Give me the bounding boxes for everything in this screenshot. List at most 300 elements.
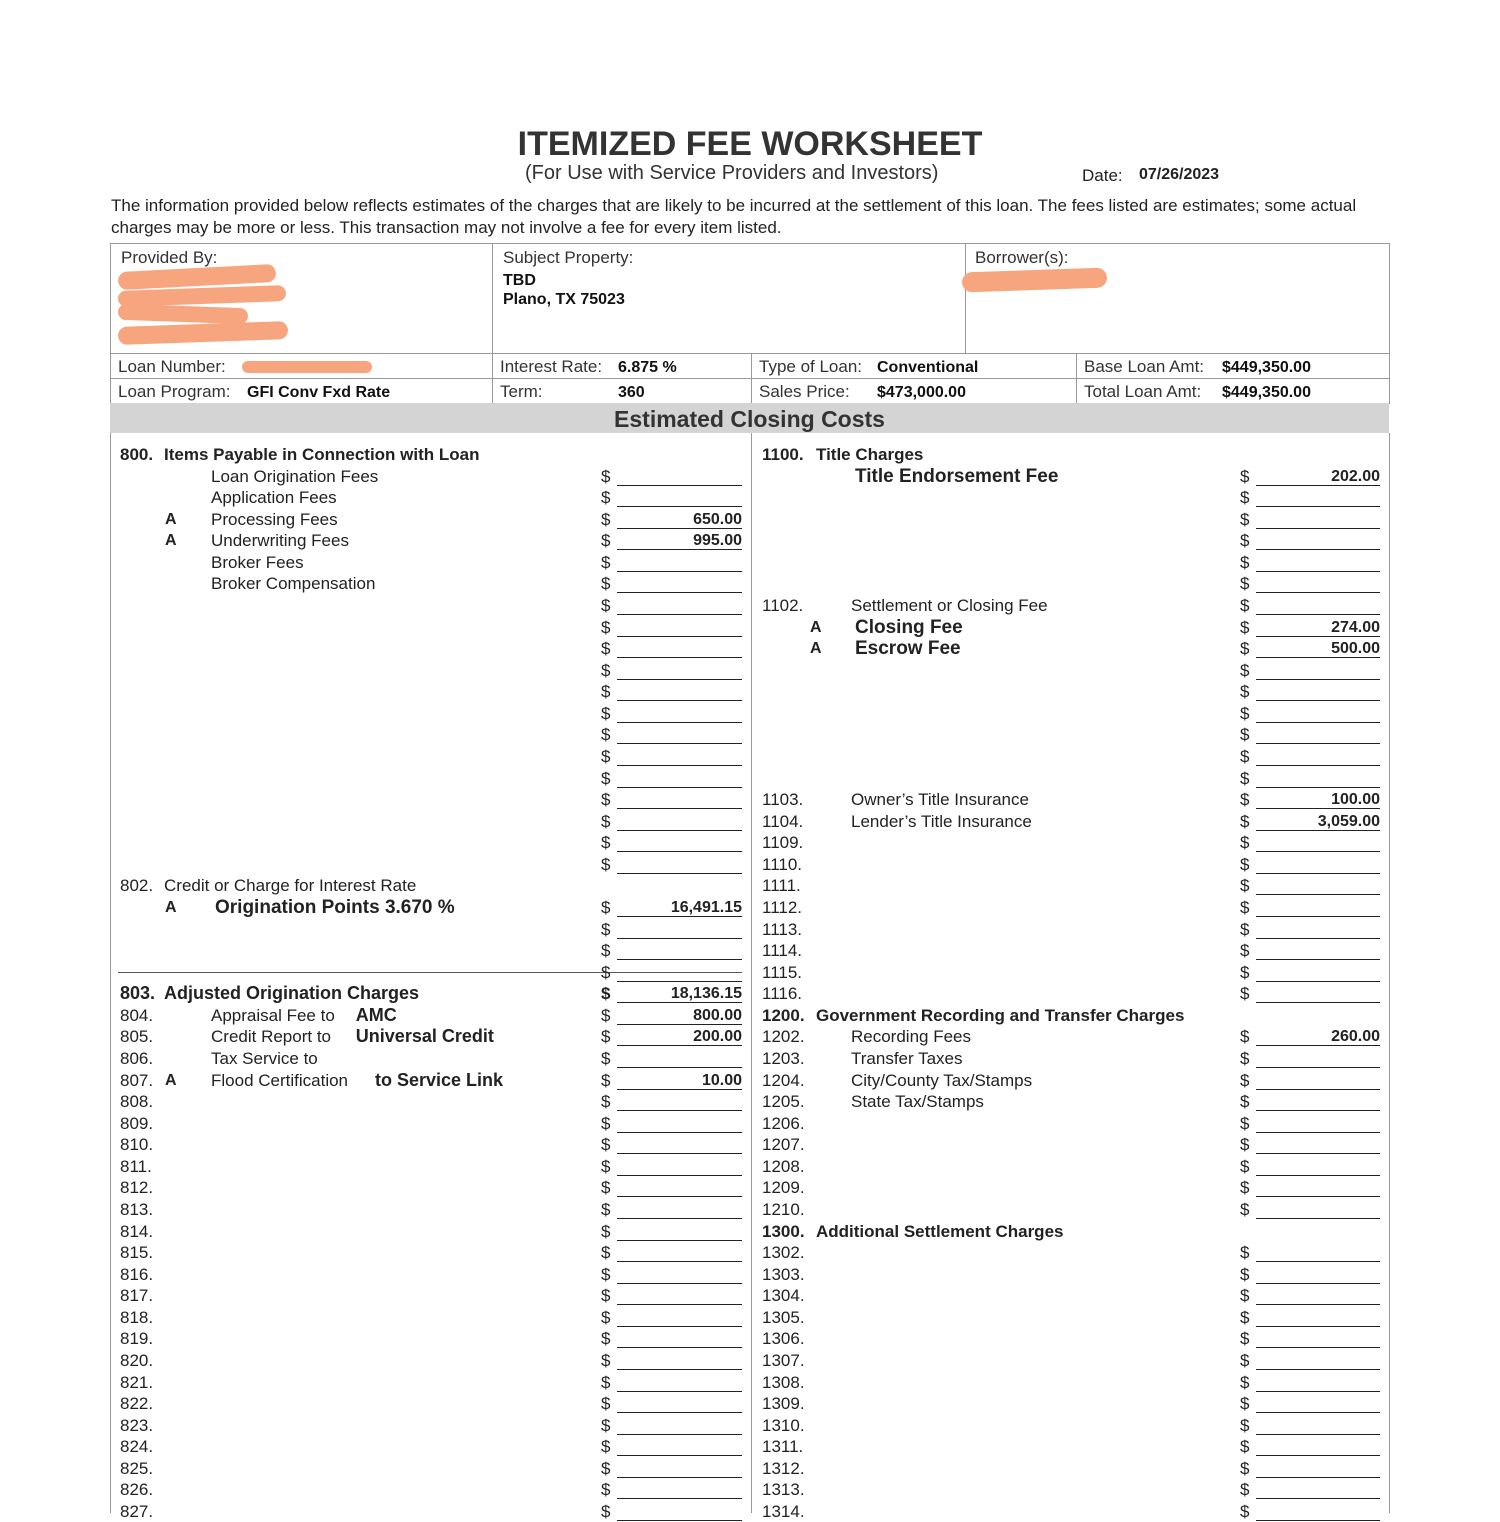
- line-number: 823.: [120, 1415, 154, 1435]
- fee-amount[interactable]: 18,136.15: [670, 985, 742, 1003]
- fee-row: [0, 638, 1500, 659]
- divider: [751, 353, 752, 403]
- sales-price-label: Sales Price:: [759, 382, 850, 401]
- dollar-sign: $: [1240, 574, 1250, 594]
- fee-amount[interactable]: 16,491.15: [670, 898, 742, 916]
- dollar-sign: $: [1240, 703, 1250, 723]
- fee-amount-empty[interactable]: [1256, 1264, 1380, 1284]
- dollar-sign: $: [601, 941, 611, 961]
- fee-row: [0, 854, 1500, 875]
- line-number: 815.: [120, 1243, 154, 1263]
- dollar-sign: $: [601, 1329, 611, 1349]
- fee-row: [0, 1026, 1500, 1047]
- fee-amount[interactable]: 202.00: [1331, 467, 1380, 485]
- dollar-sign: $: [601, 531, 611, 551]
- dollar-sign: $: [601, 1048, 611, 1068]
- fee-row: [0, 1501, 1500, 1522]
- line-number: 818.: [120, 1307, 154, 1327]
- dollar-sign: $: [1240, 1156, 1250, 1176]
- dollar-sign: $: [601, 768, 611, 788]
- dollar-sign: $: [1240, 1070, 1250, 1090]
- dollar-sign: $: [601, 1372, 611, 1392]
- dollar-sign: $: [1240, 531, 1250, 551]
- fee-amount-empty[interactable]: [1256, 1199, 1380, 1219]
- fee-row: [0, 1242, 1500, 1263]
- dollar-sign: $: [1240, 1199, 1250, 1219]
- dollar-sign: $: [1240, 984, 1250, 1004]
- dollar-sign: $: [1240, 1307, 1250, 1327]
- fee-row: [0, 617, 1500, 638]
- line-number: 1114.: [762, 941, 803, 961]
- fee-amount-empty[interactable]: [1256, 1285, 1380, 1305]
- total-loan-value: $449,350.00: [1222, 384, 1311, 401]
- fee-row: [0, 1436, 1500, 1457]
- fee-row: [0, 962, 1500, 983]
- fee-amount-empty[interactable]: [1256, 1156, 1380, 1176]
- fee-row: [0, 1372, 1500, 1393]
- fee-label: Credit or Charge for Interest Rate: [164, 876, 417, 896]
- line-number: 821.: [120, 1372, 154, 1392]
- dollar-sign: $: [601, 682, 611, 702]
- divider: [110, 353, 1390, 354]
- subject-property-line2: Plano, TX 75023: [503, 291, 625, 308]
- fee-label: Credit Report to: [211, 1027, 331, 1047]
- fee-amount-empty[interactable]: [1256, 724, 1380, 744]
- dollar-sign: $: [1240, 1286, 1250, 1306]
- line-number: 1116.: [762, 984, 803, 1004]
- dollar-sign: $: [601, 552, 611, 572]
- fee-amount[interactable]: 274.00: [1331, 618, 1380, 636]
- fee-amount-empty[interactable]: [1256, 530, 1380, 550]
- loan-type-label: Type of Loan:: [759, 357, 863, 376]
- section-heading: Title Charges: [816, 445, 924, 464]
- status-marker: A: [810, 618, 822, 636]
- line-number: 1100.: [762, 445, 804, 464]
- dollar-sign: $: [1240, 639, 1250, 659]
- loan-info-box: [110, 243, 1390, 404]
- line-number: 1207.: [762, 1135, 805, 1155]
- fee-row: [0, 1070, 1500, 1091]
- fee-amount[interactable]: 200.00: [693, 1028, 742, 1046]
- fee-row: [0, 444, 1500, 465]
- fee-amount-empty[interactable]: [1256, 746, 1380, 766]
- dollar-sign: $: [601, 725, 611, 745]
- line-number: 1104.: [762, 811, 804, 831]
- status-marker: A: [165, 532, 177, 550]
- section-heading: Government Recording and Transfer Charges: [816, 1005, 1185, 1025]
- fee-row: [0, 919, 1500, 940]
- fee-label: State Tax/Stamps: [851, 1092, 984, 1112]
- fee-amount-empty[interactable]: [1256, 1328, 1380, 1348]
- dollar-sign: $: [1240, 1415, 1250, 1435]
- fee-label: Loan Origination Fees: [211, 466, 379, 486]
- fee-row: [0, 1307, 1500, 1328]
- provided-by-label: Provided By:: [121, 248, 218, 267]
- line-number: 811.: [120, 1156, 152, 1176]
- dollar-sign: $: [601, 1458, 611, 1478]
- fee-row: [0, 897, 1500, 918]
- fee-amount-empty[interactable]: [1256, 1134, 1380, 1154]
- line-number: 1208.: [762, 1156, 805, 1176]
- fee-row: [0, 1177, 1500, 1198]
- dollar-sign: $: [601, 1307, 611, 1327]
- dollar-sign: $: [1240, 682, 1250, 702]
- fee-amount[interactable]: 10.00: [701, 1071, 742, 1089]
- fee-label: Owner’s Title Insurance: [851, 790, 1029, 810]
- base-loan-label: Base Loan Amt:: [1084, 357, 1205, 376]
- fee-amount-empty[interactable]: [1256, 832, 1380, 852]
- fee-row: [0, 940, 1500, 961]
- dollar-sign: $: [1240, 617, 1250, 637]
- total-loan-label: Total Loan Amt:: [1084, 382, 1202, 401]
- dollar-sign: $: [1240, 466, 1250, 486]
- line-number: 1206.: [762, 1113, 805, 1133]
- dollar-sign: $: [1240, 1027, 1250, 1047]
- fee-label: Broker Compensation: [211, 574, 376, 594]
- fee-row: [0, 530, 1500, 551]
- dollar-sign: $: [1240, 1092, 1250, 1112]
- fee-amount-empty[interactable]: [1256, 1307, 1380, 1327]
- line-number: 814.: [120, 1221, 154, 1241]
- dollar-sign: $: [1240, 1372, 1250, 1392]
- line-number: 1314.: [762, 1501, 805, 1521]
- dollar-sign: $: [601, 639, 611, 659]
- fee-amount-empty[interactable]: [1256, 1393, 1380, 1413]
- fee-amount-empty[interactable]: [1256, 660, 1380, 680]
- line-number: 1200.: [762, 1005, 805, 1025]
- fee-amount-empty[interactable]: [1256, 1113, 1380, 1133]
- fee-label: City/County Tax/Stamps: [851, 1070, 1033, 1090]
- dollar-sign: $: [601, 595, 611, 615]
- fee-amount-empty[interactable]: [1256, 681, 1380, 701]
- fee-label: Appraisal Fee to: [211, 1005, 335, 1025]
- line-number: 1203.: [762, 1048, 805, 1068]
- fee-row: [0, 983, 1500, 1004]
- fee-amount[interactable]: 800.00: [693, 1006, 742, 1024]
- dollar-sign: $: [1240, 768, 1250, 788]
- fee-amount-empty[interactable]: [1256, 1350, 1380, 1370]
- line-number: 1205.: [762, 1092, 805, 1112]
- line-number: 804.: [120, 1005, 154, 1025]
- fee-row: [0, 509, 1500, 530]
- fee-amount-empty[interactable]: [1256, 919, 1380, 939]
- dollar-sign: $: [1240, 919, 1250, 939]
- fee-amount[interactable]: 995.00: [693, 532, 742, 550]
- dollar-sign: $: [1240, 962, 1250, 982]
- fee-label: Lender’s Title Insurance: [851, 811, 1032, 831]
- dollar-sign: $: [1240, 1350, 1250, 1370]
- line-number: 820.: [120, 1350, 154, 1370]
- loan-number-label: Loan Number:: [118, 357, 226, 376]
- fee-amount-empty[interactable]: [1256, 962, 1380, 982]
- divider: [110, 378, 1390, 379]
- dollar-sign: $: [601, 1027, 611, 1047]
- fee-amount[interactable]: 100.00: [1331, 791, 1380, 809]
- section-heading: Additional Settlement Charges: [816, 1221, 1064, 1241]
- fee-row: [0, 660, 1500, 681]
- dollar-sign: $: [1240, 509, 1250, 529]
- base-loan-value: $449,350.00: [1222, 359, 1311, 376]
- dollar-sign: $: [601, 466, 611, 486]
- dollar-sign: $: [601, 617, 611, 637]
- line-number: 1311.: [762, 1437, 804, 1457]
- fee-provider: to Service Link: [375, 1069, 504, 1090]
- fee-row: [0, 1134, 1500, 1155]
- fee-amount-empty[interactable]: [1256, 1177, 1380, 1197]
- dollar-sign: $: [1240, 595, 1250, 615]
- dollar-sign: $: [601, 854, 611, 874]
- line-number: 1304.: [762, 1286, 805, 1306]
- borrower-label: Borrower(s):: [975, 248, 1069, 267]
- line-number: 1305.: [762, 1307, 805, 1327]
- fee-row: [0, 552, 1500, 573]
- dollar-sign: $: [1240, 854, 1250, 874]
- dollar-sign: $: [1240, 1501, 1250, 1521]
- dollar-sign: $: [1240, 660, 1250, 680]
- fee-row: [0, 768, 1500, 789]
- dollar-sign: $: [601, 1199, 611, 1219]
- dollar-sign: $: [601, 1480, 611, 1500]
- status-marker: A: [165, 510, 177, 528]
- fee-label: Broker Fees: [211, 552, 304, 572]
- fee-row: [0, 681, 1500, 702]
- dollar-sign: $: [1240, 1113, 1250, 1133]
- loan-program-value: GFI Conv Fxd Rate: [247, 384, 391, 401]
- line-number: 1310.: [762, 1415, 805, 1435]
- dollar-sign: $: [1240, 876, 1250, 896]
- fee-amount-empty[interactable]: [1256, 1458, 1380, 1478]
- fee-row: [0, 1113, 1500, 1134]
- dollar-sign: $: [601, 1092, 611, 1112]
- line-number: 1109.: [762, 833, 804, 853]
- dollar-sign: $: [1240, 1048, 1250, 1068]
- line-number: 1113.: [762, 919, 803, 939]
- line-number: 1111.: [762, 876, 801, 896]
- dollar-sign: $: [601, 1221, 611, 1241]
- line-number: 1112.: [762, 897, 803, 917]
- line-number: 809.: [120, 1113, 154, 1133]
- line-number: 817.: [120, 1286, 154, 1306]
- dollar-sign: $: [1240, 1329, 1250, 1349]
- line-number: 812.: [120, 1178, 154, 1198]
- fee-provider: Escrow Fee: [855, 638, 961, 660]
- fee-row: [0, 703, 1500, 724]
- fee-label: Flood Certification: [211, 1070, 349, 1090]
- fee-amount-empty[interactable]: [1256, 1091, 1380, 1111]
- line-number: 802.: [120, 876, 154, 896]
- line-number: 1110.: [762, 854, 803, 874]
- line-number: 827.: [120, 1501, 154, 1521]
- dollar-sign: $: [601, 703, 611, 723]
- line-number: 826.: [120, 1480, 154, 1500]
- fee-amount[interactable]: 650.00: [693, 510, 742, 528]
- line-number: 1313.: [762, 1480, 805, 1500]
- fee-label: Recording Fees: [851, 1027, 972, 1047]
- fee-amount-empty[interactable]: [1256, 1436, 1380, 1456]
- fee-amount-empty[interactable]: [1256, 854, 1380, 874]
- fee-label: Settlement or Closing Fee: [851, 595, 1048, 615]
- dollar-sign: $: [1240, 811, 1250, 831]
- dollar-sign: $: [601, 660, 611, 680]
- dollar-sign: $: [601, 897, 611, 917]
- dollar-sign: $: [1240, 1480, 1250, 1500]
- dollar-sign: $: [601, 1350, 611, 1370]
- dollar-sign: $: [601, 811, 611, 831]
- fee-amount-empty[interactable]: [1256, 509, 1380, 529]
- line-number: 1204.: [762, 1070, 805, 1090]
- line-number: 1300.: [762, 1221, 805, 1241]
- line-number: 1209.: [762, 1178, 805, 1198]
- line-number: 1103.: [762, 790, 804, 810]
- fee-amount-empty[interactable]: [1256, 983, 1380, 1003]
- fee-amount-empty[interactable]: [1256, 1501, 1380, 1521]
- dollar-sign: $: [601, 984, 611, 1004]
- dollar-sign: $: [601, 574, 611, 594]
- dollar-sign: $: [601, 1005, 611, 1025]
- fee-amount-empty[interactable]: [1256, 1242, 1380, 1262]
- sales-price-value: $473,000.00: [877, 384, 966, 401]
- dollar-sign: $: [1240, 1394, 1250, 1414]
- section-heading: Items Payable in Connection with Loan: [164, 445, 480, 464]
- divider: [965, 243, 966, 353]
- fee-row: [0, 1091, 1500, 1112]
- fee-amount[interactable]: 500.00: [1331, 640, 1380, 658]
- dollar-sign: $: [601, 1437, 611, 1457]
- fee-row: [0, 595, 1500, 616]
- fee-row: [0, 724, 1500, 745]
- dollar-sign: $: [1240, 1243, 1250, 1263]
- line-number: 803.: [120, 983, 156, 1004]
- fee-row: [0, 487, 1500, 508]
- fee-amount-empty[interactable]: [1256, 940, 1380, 960]
- divider: [492, 243, 493, 353]
- intro-text: The information provided below reflects estimates of the charges that are likely to be incurred at the settlement of this loan. The fees listed are estimates; some actual charges may be more or less. This transaction may not involve a fee for every item listed.: [111, 196, 1357, 237]
- fee-amount-empty[interactable]: [1256, 1372, 1380, 1392]
- line-number: 825.: [120, 1458, 154, 1478]
- dollar-sign: $: [601, 509, 611, 529]
- dollar-sign: $: [1240, 552, 1250, 572]
- dollar-sign: $: [1240, 488, 1250, 508]
- date-value: 07/26/2023: [1139, 166, 1220, 183]
- dollar-sign: $: [601, 919, 611, 939]
- line-number: 1306.: [762, 1329, 805, 1349]
- fee-label: Underwriting Fees: [211, 531, 349, 551]
- dollar-sign: $: [1240, 725, 1250, 745]
- fee-amount-empty[interactable]: [1256, 875, 1380, 895]
- fee-row: [0, 1264, 1500, 1285]
- fee-amount-empty[interactable]: [1256, 1479, 1380, 1499]
- dollar-sign: $: [601, 833, 611, 853]
- fee-label: Transfer Taxes: [851, 1048, 963, 1068]
- fee-row: [0, 1393, 1500, 1414]
- fee-label: Tax Service to: [211, 1048, 318, 1068]
- line-number: 822.: [120, 1394, 154, 1414]
- loan-type-value: Conventional: [877, 359, 979, 376]
- line-number: 813.: [120, 1199, 154, 1219]
- dollar-sign: $: [601, 1501, 611, 1521]
- fee-amount-empty[interactable]: [1256, 1070, 1380, 1090]
- interest-rate-label: Interest Rate:: [500, 357, 603, 376]
- fee-amount[interactable]: 260.00: [1331, 1028, 1380, 1046]
- dollar-sign: $: [1240, 1264, 1250, 1284]
- redaction-mark: [242, 361, 372, 373]
- subject-property-line1: TBD: [503, 272, 536, 289]
- fee-amount[interactable]: 3,059.00: [1317, 812, 1380, 830]
- date-label: Date:: [1082, 166, 1123, 185]
- dollar-sign: $: [601, 1243, 611, 1263]
- fee-row: [0, 789, 1500, 810]
- term-label: Term:: [500, 382, 543, 401]
- line-number: 1307.: [762, 1350, 805, 1370]
- dollar-sign: $: [601, 1113, 611, 1133]
- line-number: 800.: [120, 445, 154, 464]
- fee-amount-empty[interactable]: [1256, 595, 1380, 615]
- divider: [1076, 353, 1077, 403]
- dollar-sign: $: [1240, 897, 1250, 917]
- fee-row: [0, 1156, 1500, 1177]
- fee-row: [0, 466, 1500, 487]
- dollar-sign: $: [601, 1156, 611, 1176]
- dollar-sign: $: [601, 1178, 611, 1198]
- fee-row: [0, 573, 1500, 594]
- dollar-sign: $: [601, 962, 611, 982]
- fee-amount-empty[interactable]: [1256, 897, 1380, 917]
- dollar-sign: $: [601, 1135, 611, 1155]
- fee-label: Processing Fees: [211, 509, 338, 529]
- fee-amount-empty[interactable]: [1256, 768, 1380, 788]
- fee-label: Application Fees: [211, 488, 337, 508]
- fee-row: [0, 1048, 1500, 1069]
- dollar-sign: $: [601, 1286, 611, 1306]
- fee-amount-empty[interactable]: [1256, 1415, 1380, 1435]
- fee-row: [0, 1285, 1500, 1306]
- fee-amount-empty[interactable]: [1256, 1048, 1380, 1068]
- line-number: 819.: [120, 1329, 154, 1349]
- line-number: 806.: [120, 1048, 154, 1068]
- line-number: 816.: [120, 1264, 154, 1284]
- fee-row: [0, 1350, 1500, 1371]
- fee-row: [0, 811, 1500, 832]
- interest-rate-value: 6.875 %: [618, 359, 677, 376]
- fee-amount-empty[interactable]: [1256, 487, 1380, 507]
- section-title: Estimated Closing Costs: [614, 406, 885, 432]
- line-number: 1202.: [762, 1027, 805, 1047]
- subject-property-label: Subject Property:: [503, 248, 634, 267]
- dollar-sign: $: [1240, 1178, 1250, 1198]
- divider: [492, 353, 493, 403]
- dollar-sign: $: [1240, 941, 1250, 961]
- page-title: ITEMIZED FEE WORKSHEET: [517, 125, 983, 163]
- line-number: 1302.: [762, 1243, 805, 1263]
- fee-row: [0, 1415, 1500, 1436]
- fee-provider: AMC: [355, 1004, 397, 1025]
- fee-amount-empty[interactable]: [1256, 552, 1380, 572]
- dollar-sign: $: [601, 790, 611, 810]
- line-number: 808.: [120, 1092, 154, 1112]
- dollar-sign: $: [1240, 1135, 1250, 1155]
- fee-row: [0, 1458, 1500, 1479]
- line-number: 1303.: [762, 1264, 805, 1284]
- line-number: 1115.: [762, 962, 803, 982]
- fee-amount-empty[interactable]: [1256, 703, 1380, 723]
- status-marker: A: [165, 898, 177, 916]
- dollar-sign: $: [1240, 746, 1250, 766]
- fee-amount-empty[interactable]: [1256, 573, 1380, 593]
- loan-program-label: Loan Program:: [118, 382, 231, 401]
- status-marker: A: [810, 640, 822, 658]
- dollar-sign: $: [601, 1415, 611, 1435]
- term-value: 360: [618, 384, 645, 401]
